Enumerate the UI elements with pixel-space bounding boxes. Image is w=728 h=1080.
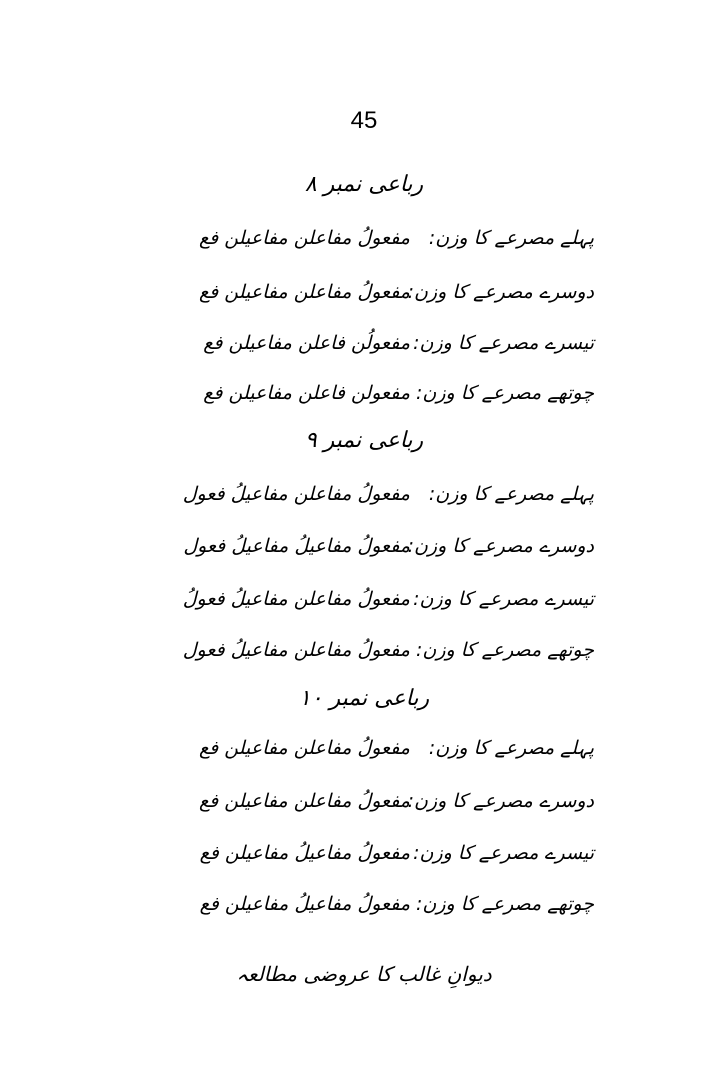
verse-meter: مفعولُن فاعلن مفاعیلن فع	[203, 332, 410, 354]
verse-line	[0, 526, 728, 566]
verse-line	[0, 218, 728, 258]
section-heading-rubai-8: رباعی نمبر ۸	[304, 172, 424, 197]
verse-label: چوتھے مصرعے کا وزن:	[415, 893, 594, 915]
verse-label: دوسرے مصرعے کا وزن:	[407, 281, 594, 303]
verse-label: دوسرے مصرعے کا وزن:	[407, 535, 594, 557]
verse-line	[0, 373, 728, 413]
verse-label: تیسرے مصرعے کا وزن:	[413, 842, 594, 864]
page-number: 45	[350, 107, 378, 134]
verse-meter: مفعولُ مفاعلن مفاعیلُ فعول	[182, 483, 410, 505]
verse-label: پہلے مصرعے کا وزن:	[428, 227, 594, 249]
verse-label: پہلے مصرعے کا وزن:	[428, 737, 594, 759]
section-heading-rubai-10: رباعی نمبر ۱۰	[298, 686, 430, 711]
verse-line	[0, 579, 728, 619]
verse-line	[0, 833, 728, 873]
verse-label: چوتھے مصرعے کا وزن:	[415, 382, 594, 404]
verse-label: پہلے مصرعے کا وزن:	[428, 483, 594, 505]
verse-line	[0, 272, 728, 312]
verse-line	[0, 781, 728, 821]
verse-label: تیسرے مصرعے کا وزن:	[413, 588, 594, 610]
section-heading-rubai-9: رباعی نمبر ۹	[304, 428, 424, 453]
verse-label: چوتھے مصرعے کا وزن:	[415, 639, 594, 661]
verse-meter: مفعولُ مفاعیلُ مفاعیلُ فعول	[183, 535, 410, 557]
verse-line	[0, 630, 728, 670]
verse-line	[0, 323, 728, 363]
verse-meter: مفعولُ مفاعیلُ مفاعیلن فع	[199, 842, 410, 864]
verse-meter: مفعولُ مفاعلن مفاعیلن فع	[199, 227, 410, 249]
verse-line	[0, 884, 728, 924]
verse-meter: مفعولن فاعلن مفاعیلن فع	[203, 382, 410, 404]
verse-meter: مفعولُ مفاعلن مفاعیلن فع	[199, 790, 410, 812]
verse-meter: مفعولُ مفاعلن مفاعیلُ فعولُ	[182, 588, 410, 610]
verse-meter: مفعولُ مفاعلن مفاعیلُ فعول	[182, 639, 410, 661]
verse-line	[0, 474, 728, 514]
verse-label: دوسرے مصرعے کا وزن:	[407, 790, 594, 812]
book-title-footer: دیوانِ غالب کا عروضی مطالعہ	[236, 962, 492, 986]
verse-label: تیسرے مصرعے کا وزن:	[413, 332, 594, 354]
verse-meter: مفعولُ مفاعلن مفاعیلن فع	[199, 737, 410, 759]
verse-meter: مفعولُ مفاعیلُ مفاعیلن فع	[199, 893, 410, 915]
verse-meter: مفعولُ مفاعلن مفاعیلن فع	[199, 281, 410, 303]
verse-line	[0, 728, 728, 768]
